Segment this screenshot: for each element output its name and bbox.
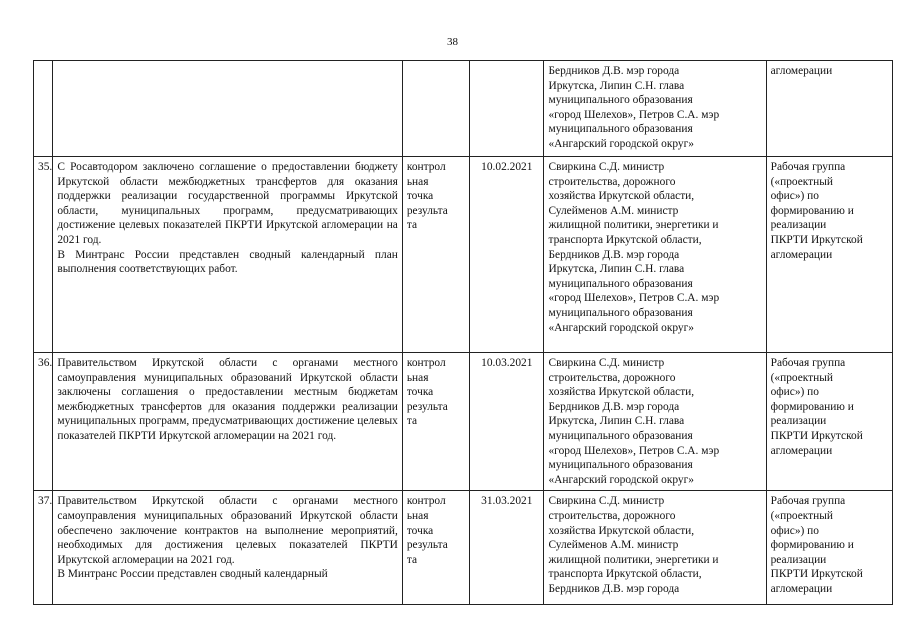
event-type-line: ьная <box>406 175 429 188</box>
row-date <box>470 61 544 157</box>
event-type-line: точка <box>406 524 434 537</box>
row-event-type <box>402 61 469 157</box>
row-group <box>766 491 892 605</box>
responsible-line: хозяйства Иркутской области, <box>548 524 695 537</box>
responsible-line: жилищной политики, энергетики и <box>548 553 719 566</box>
event-type-line: результа <box>406 539 448 552</box>
group-line: агломерации <box>770 582 833 595</box>
row-responsible <box>544 491 766 605</box>
row-date: 10.03.2021 <box>470 353 544 491</box>
group-line: офис») по <box>770 386 819 399</box>
responsible-line: муниципального образования <box>548 306 693 319</box>
responsible-line: муниципального образования <box>548 459 693 472</box>
row-number <box>34 61 53 157</box>
responsible-line: «Ангарский городской округ» <box>548 321 694 334</box>
description-paragraph: Правительством Иркутской области с органами местного самоуправления муниципальных образований Иркутской области обеспечено заключение контрактов на выполнение мероприятий, необходимых для достижения целевых показателей ПКРТИ Иркутской агломерации на 2021 год. <box>57 495 398 566</box>
event-type-line: та <box>406 415 418 428</box>
group-line: реализации <box>770 219 827 232</box>
responsible-line: строительства, дорожного <box>548 371 676 384</box>
responsible-line: строительства, дорожного <box>548 175 676 188</box>
description-paragraph: С Росавтодором заключено соглашение о предоставлении бюджету Иркутской области межбюджетных трансфертов для оказания поддержки реализации государственной программы Иркутской области, муниципальных программ, предусматривающих достижение целевых показателей ПКРТИ Иркутской агломерации на 2021 год. <box>57 161 398 246</box>
row-event-type <box>402 353 469 491</box>
group-line: («проектный <box>770 175 833 188</box>
responsible-line: «город Шелехов», Петров С.А. мэр <box>548 108 720 121</box>
event-type-line: результа <box>406 400 448 413</box>
responsible-line: Иркутска, Липин С.Н. глава <box>548 79 685 92</box>
responsible-line: Иркутска, Липин С.Н. глава <box>548 415 685 428</box>
row-date: 31.03.2021 <box>470 491 544 605</box>
responsible-line: транспорта Иркутской области, <box>548 568 702 581</box>
responsible-line: Иркутска, Липин С.Н. глава <box>548 263 685 276</box>
responsible-line: Бердников Д.В. мэр города <box>548 248 680 261</box>
responsible-line: хозяйства Иркутской области, <box>548 190 695 203</box>
event-type-line: та <box>406 219 418 232</box>
row-responsible <box>544 353 766 491</box>
responsible-line: транспорта Иркутской области, <box>548 233 702 246</box>
event-type-line: та <box>406 553 418 566</box>
page-number: 38 <box>447 36 458 48</box>
event-type-line: контрол <box>406 495 446 508</box>
group-line: ПКРТИ Иркутской <box>770 429 863 442</box>
row-event-type <box>402 157 469 353</box>
group-line: формированию и <box>770 400 854 413</box>
row-responsible <box>544 61 766 157</box>
responsible-line: «Ангарский городской округ» <box>548 137 694 150</box>
responsible-line: муниципального образования <box>548 429 693 442</box>
row-group <box>766 157 892 353</box>
event-type-line: контрол <box>406 357 446 369</box>
group-line: агломерации <box>770 444 833 457</box>
row-description <box>53 353 403 491</box>
description-paragraph: Правительством Иркутской области с органами местного самоуправления муниципальных образований Иркутской области заключены соглашения о предоставлении местным бюджетам межбюджетных трансфертов для оказания поддержки реализации муниципальных программ, предусматривающих достижение целевых показателей ПКРТИ Иркутской агломерации на 2021 год. <box>57 357 398 442</box>
responsible-line: Сулейменов А.М. министр <box>548 539 679 552</box>
responsible-line: «Ангарский городской округ» <box>548 473 694 486</box>
responsible-line: Свиркина С.Д. министр <box>548 161 665 173</box>
responsible-line: Бердников Д.В. мэр города <box>548 400 680 413</box>
row-group <box>766 61 892 157</box>
row-responsible <box>544 157 766 353</box>
group-line: агломерации <box>770 65 833 77</box>
group-line: Рабочая группа <box>770 495 846 508</box>
responsible-line: Бердников Д.В. мэр города <box>548 582 680 595</box>
responsible-line: муниципального образования <box>548 123 693 136</box>
responsible-line: Свиркина С.Д. министр <box>548 357 665 369</box>
event-type-line: точка <box>406 386 434 399</box>
row-number: 37. <box>34 491 53 605</box>
group-line: ПКРТИ Иркутской <box>770 233 863 246</box>
schedule-table <box>33 60 893 605</box>
row-description <box>53 157 403 353</box>
responsible-line: Свиркина С.Д. министр <box>548 495 665 508</box>
group-line: офис») по <box>770 524 819 537</box>
table-row <box>34 491 893 605</box>
event-type-line: контрол <box>406 161 446 173</box>
table-row <box>34 157 893 353</box>
schedule-table-body <box>34 61 893 605</box>
event-type-line: ьная <box>406 509 429 522</box>
responsible-line: Сулейменов А.М. министр <box>548 204 679 217</box>
group-line: офис») по <box>770 190 819 203</box>
row-date: 10.02.2021 <box>470 157 544 353</box>
description-paragraph: В Минтранс России представлен сводный календарный план выполнения соответствующих работ. <box>57 248 398 276</box>
responsible-line: жилищной политики, энергетики и <box>548 219 719 232</box>
table-row <box>34 353 893 491</box>
responsible-line: хозяйства Иркутской области, <box>548 386 695 399</box>
description-paragraph: В Минтранс России представлен сводный календарный <box>57 568 328 581</box>
group-line: агломерации <box>770 248 833 261</box>
table-row <box>34 61 893 157</box>
row-event-type <box>402 491 469 605</box>
group-line: формированию и <box>770 539 854 552</box>
responsible-line: «город Шелехов», Петров С.А. мэр <box>548 292 720 305</box>
group-line: формированию и <box>770 204 854 217</box>
responsible-line: «город Шелехов», Петров С.А. мэр <box>548 444 720 457</box>
event-type-line: точка <box>406 190 434 203</box>
group-line: («проектный <box>770 371 833 384</box>
row-number: 36. <box>34 353 53 491</box>
responsible-line: Бердников Д.В. мэр города <box>548 65 680 77</box>
group-line: Рабочая группа <box>770 161 846 173</box>
row-description <box>53 61 403 157</box>
row-description <box>53 491 403 605</box>
event-type-line: результа <box>406 204 448 217</box>
responsible-line: строительства, дорожного <box>548 509 676 522</box>
group-line: реализации <box>770 415 827 428</box>
group-line: Рабочая группа <box>770 357 846 369</box>
group-line: ПКРТИ Иркутской <box>770 568 863 581</box>
row-group <box>766 353 892 491</box>
group-line: реализации <box>770 553 827 566</box>
event-type-line: ьная <box>406 371 429 384</box>
responsible-line: муниципального образования <box>548 277 693 290</box>
responsible-line: муниципального образования <box>548 94 693 107</box>
group-line: («проектный <box>770 509 833 522</box>
row-number: 35. <box>34 157 53 353</box>
